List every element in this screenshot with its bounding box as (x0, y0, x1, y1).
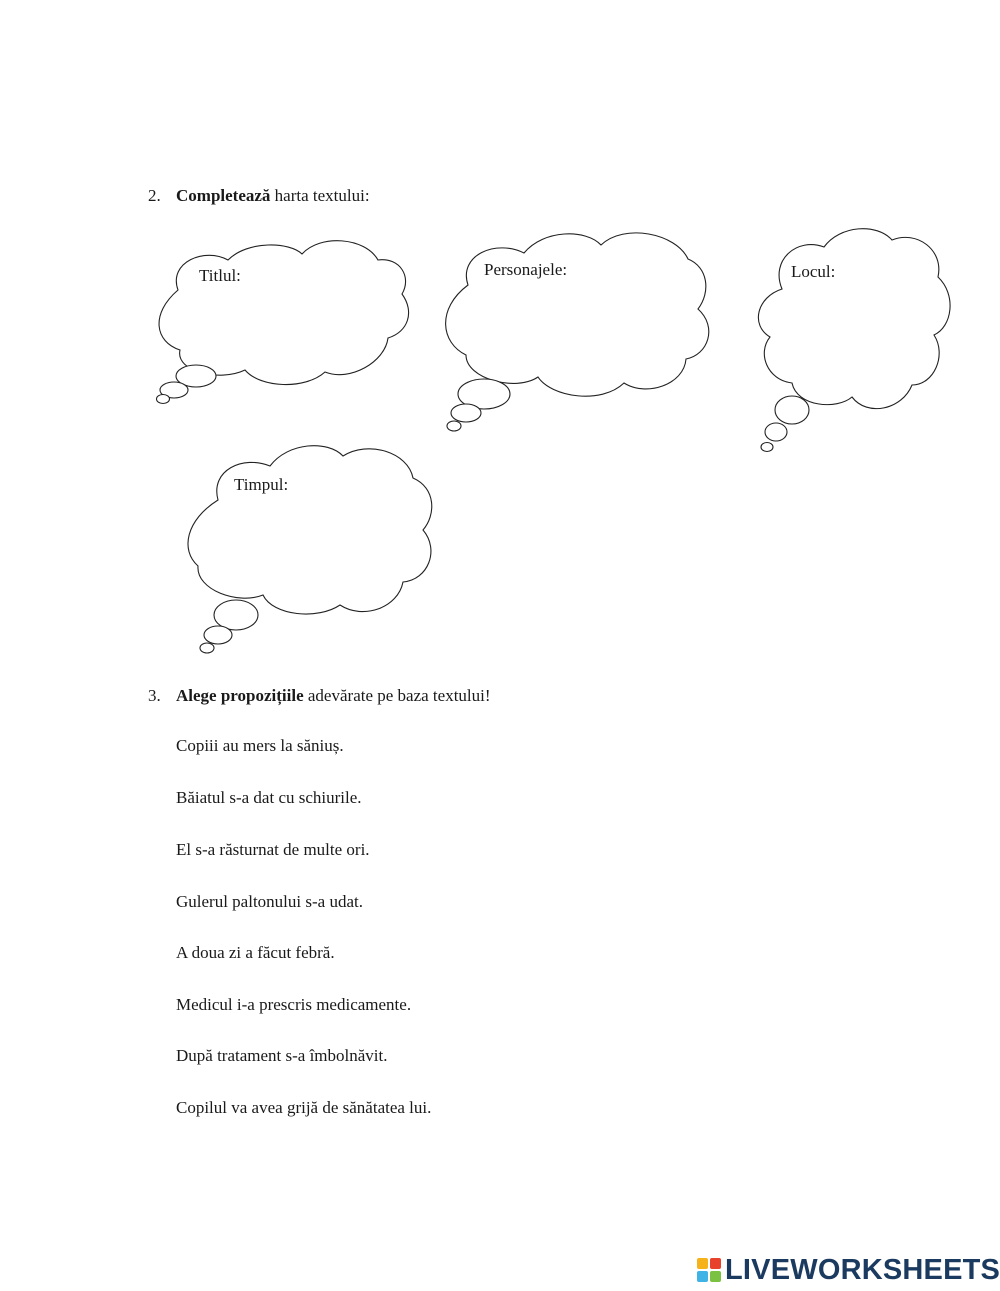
statement-option[interactable]: El s-a răsturnat de multe ori. (176, 840, 370, 859)
logo-block (710, 1258, 721, 1269)
thought-cloud-shape (752, 225, 958, 455)
statement-option[interactable]: Copilul va avea grijă de sănătatea lui. (176, 1098, 432, 1117)
question-number: 2. (148, 186, 161, 205)
logo-text: LIVEWORKSHEETS (725, 1253, 1000, 1286)
statement-option[interactable]: După tratament s-a îmbolnăvit. (176, 1046, 388, 1065)
question-instruction-rest: adevărate pe baza textului! (303, 686, 491, 705)
statement-option[interactable]: A doua zi a făcut febră. (176, 943, 335, 962)
question-2-title (148, 186, 370, 206)
thought-cloud-shape (150, 232, 412, 407)
statement-option[interactable]: Băiatul s-a dat cu schiurile. (176, 788, 362, 807)
question-number: 3. (148, 686, 161, 705)
thought-cloud-place[interactable] (752, 225, 958, 455)
logo-blocks-icon (697, 1258, 721, 1282)
cloud-label-place: Locul: (791, 262, 836, 281)
cloud-label-time: Timpul: (234, 475, 289, 494)
logo-block (710, 1271, 721, 1282)
question-instruction-rest: harta textului: (270, 186, 370, 205)
question-instruction-bold: Completează (176, 186, 271, 205)
logo-block (697, 1258, 708, 1269)
thought-cloud-shape (188, 440, 438, 656)
question-3-title (148, 686, 491, 706)
statement-option[interactable]: Gulerul paltonului s-a udat. (176, 892, 363, 911)
thought-cloud-time[interactable] (188, 440, 438, 656)
logo-block (697, 1271, 708, 1282)
liveworksheets-logo (697, 1254, 1000, 1286)
thought-cloud-title[interactable] (150, 232, 412, 407)
cloud-label-title: Titlul: (199, 266, 241, 285)
statement-option[interactable]: Medicul i-a prescris medicamente. (176, 995, 412, 1014)
cloud-label-characters: Personajele: (484, 260, 568, 279)
thought-cloud-shape (436, 227, 710, 435)
question-instruction-bold: Alege propozițiile (176, 686, 304, 705)
statement-option[interactable]: Copiii au mers la săniuș. (176, 736, 344, 755)
thought-cloud-characters[interactable] (436, 227, 710, 435)
